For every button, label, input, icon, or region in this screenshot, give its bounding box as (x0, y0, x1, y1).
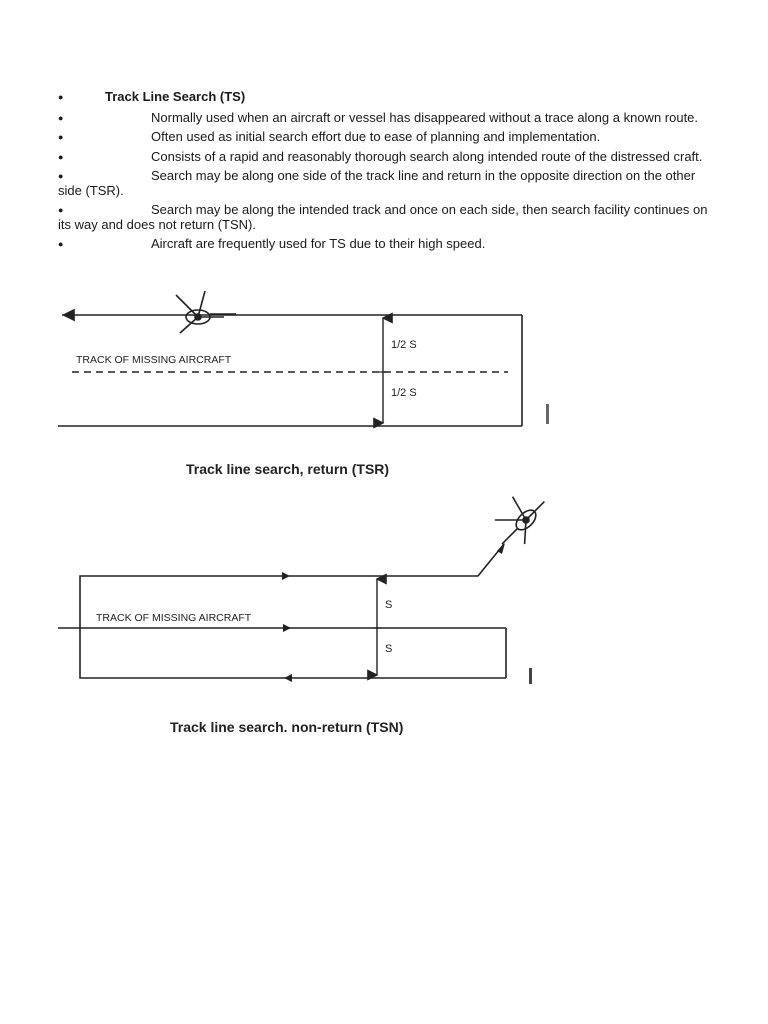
figure-caption: Track line search. non-return (TSN) (170, 719, 404, 735)
missing-aircraft-track (58, 624, 506, 632)
spacing-label: S (385, 643, 393, 655)
list-item (58, 150, 718, 165)
list-item-text: Aircraft are frequently used for TS due to their high speed. (151, 236, 486, 251)
list-item (58, 169, 718, 198)
list-item (58, 237, 718, 252)
list-item-text: Often used as initial search effort due to ease of planning and implementation. (151, 129, 601, 144)
scan-mark (529, 668, 532, 684)
bullet-icon: ● (58, 132, 64, 142)
helicopter-icon (176, 291, 236, 333)
tsn-diagram (56, 490, 556, 750)
bullet-icon: ● (58, 112, 64, 123)
list-item (58, 203, 718, 232)
direction-arrow (282, 572, 290, 580)
spacing-label: S (385, 599, 393, 611)
bullet-icon: ● (58, 205, 64, 215)
document-body (58, 90, 718, 257)
heading-text: Track Line Search (TS) (105, 89, 246, 104)
list-item-text: Consists of a rapid and reasonably thorough search along intended route of the distressed craft. (151, 148, 703, 164)
list-item (58, 111, 718, 126)
half-spacing-label: 1/2 S (391, 387, 417, 399)
list-item-text: Normally used when an aircraft or vessel has disappeared without a trace along a known route. (151, 109, 699, 125)
search-path (58, 315, 522, 426)
figure-caption: Track line search, return (TSR) (186, 461, 390, 477)
half-spacing-label: 1/2 S (391, 339, 417, 351)
list-item-text: Search may be along the intended track and once on each side, then search facility continues on its way and does not return (TSN). (58, 202, 708, 232)
bullet-icon: ● (58, 151, 64, 162)
spacing-dimension (379, 318, 387, 423)
track-label: TRACK OF MISSING AIRCRAFT (76, 354, 232, 366)
list-item (58, 130, 718, 145)
track-label: TRACK OF MISSING AIRCRAFT (96, 612, 252, 624)
list-item-text: Search may be along one side of the track line and return in the opposite direction on the other side (TSR). (58, 168, 696, 198)
bullet-icon: ● (58, 239, 64, 249)
scan-mark (546, 404, 549, 424)
tsr-diagram (56, 282, 566, 482)
bullet-icon: ● (58, 92, 64, 102)
spacing-dimension (373, 579, 381, 675)
helicopter-icon (484, 490, 556, 555)
direction-arrow (284, 674, 292, 682)
bullet-icon: ● (58, 171, 64, 181)
section-heading (58, 90, 718, 105)
